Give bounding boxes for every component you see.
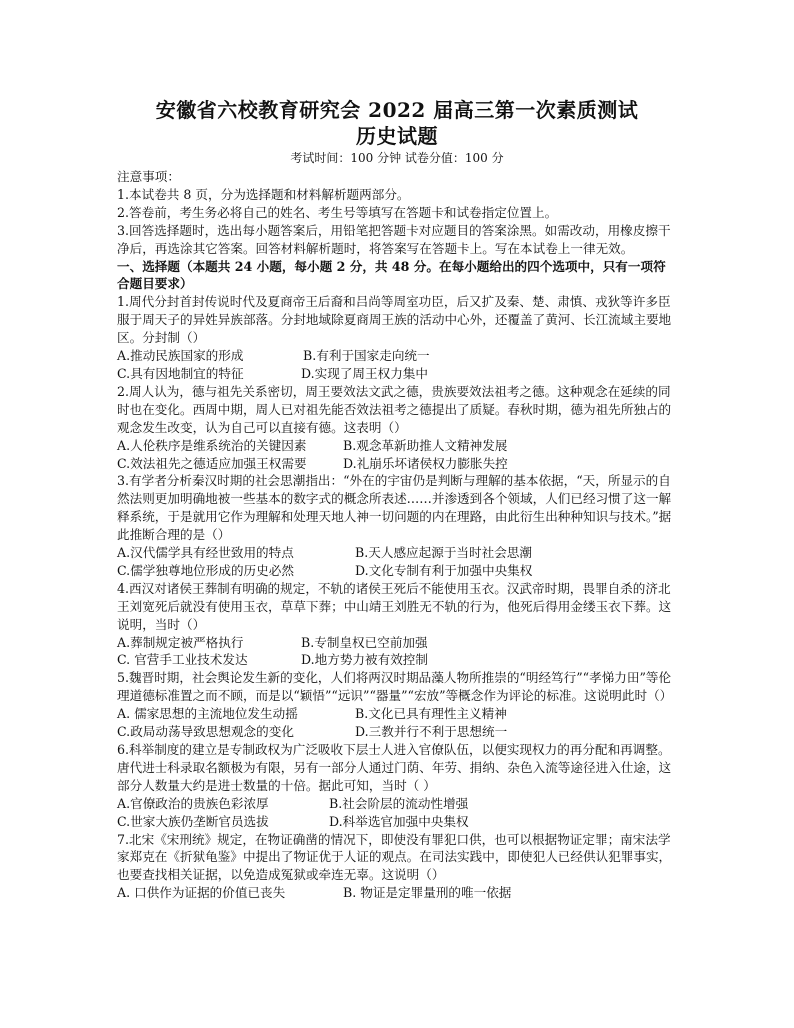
option-a: A.官僚政治的贵族色彩浓厚	[117, 795, 269, 811]
option-row	[117, 634, 677, 652]
exam-subtitle: 历史试题	[356, 124, 438, 148]
option-a: A.汉代儒学具有经世致用的特点	[117, 545, 294, 561]
notice-item: 3.回答选择题时，选出每小题答案后，用铅笔把答题卡对应题目的答案涂黑。如需改动，用橡皮擦干净后，再选涂其它答案。回答材料解析题时，将答案写在答题卡上。写在本试卷上一律无效。	[117, 222, 671, 256]
option-d: D.地方势力被有效控制	[301, 652, 428, 668]
option-row	[117, 544, 677, 562]
option-c: C.政局动荡导致思想观念的变化	[117, 724, 294, 740]
option-b: B.专制皇权已空前加强	[301, 634, 428, 650]
option-row	[117, 813, 677, 831]
section-heading: 一、选择题（本题共 24 小题，每小题 2 分，共 48 分。在每小题给出的四个选项中，只有一项符合题目要求）	[117, 258, 666, 292]
option-c: C.效法祖先之德适应加强王权需要	[117, 455, 307, 471]
option-b: B.有利于国家走向统一	[303, 348, 430, 364]
exam-body	[117, 168, 677, 902]
option-b: B. 物证是定罪量刑的唯一依据	[343, 885, 512, 901]
option-row	[117, 437, 677, 455]
option-a: A. 口供作为证据的价值已丧失	[117, 885, 286, 901]
option-row	[117, 365, 677, 383]
exam-title: 安徽省六校教育研究会 2022 届高三第一次素质测试	[155, 98, 639, 122]
option-b: B.社会阶层的流动性增强	[329, 795, 469, 811]
option-row	[117, 347, 677, 365]
option-c: C.儒学独尊地位形成的历史必然	[117, 562, 294, 578]
option-a: A.推动民族国家的形成	[117, 348, 244, 364]
option-row	[117, 723, 677, 741]
option-a: A. 儒家思想的主流地位发生动摇	[117, 706, 298, 722]
question-stem: 7.北宋《宋刑统》规定，在物证确凿的情况下，即使没有罪犯口供，也可以根据物证定罪；南宋法学家郑克在《折狱龟鉴》中提出了物证优于人证的观点。在司法实践中，即使犯人已经供认犯罪事实，也要查找相关证据，以免造成冤狱或牵连无辜。这说明（）	[117, 831, 672, 883]
option-b: B.天人感应起源于当时社会思潮	[355, 545, 532, 561]
notice-item: 2.答卷前，考生务必将自己的姓名、考生号等填写在答题卡和试卷指定位置上。	[117, 204, 558, 220]
question-stem: 6.科举制度的建立是专制政权为广泛吸收下层士人进入官僚队伍，以便实现权力的再分配和再调整。唐代进士科录取名额极为有限，另有一部分人通过门荫、年劳、捐纳、杂色入流等途径进入仕途，这部分人数量大约是进士数量的十倍。据此可知，当时（ ）	[117, 742, 672, 793]
question-stem: 3.有学者分析秦汉时期的社会思潮指出：“外在的宇宙仍是判断与理解的基本依据，“天，所显示的自然法则更加明确地被一些基本的数字式的概念所表述……并渗透到各个领域，人们已经习惯了这一解释系统，于是就用它作为理解和处理天地人神一切问题的内在理路，由此衍生出种种知识与技术。”据此推断合理的是（）	[117, 473, 672, 543]
option-row	[117, 884, 677, 902]
question-stem: 5.魏晋时期，社会舆论发生新的变化，人们将两汉时期品藻人物所推崇的“明经笃行”“孝悌力田”等伦理道德标准置之而不顾，而是以“颖悟”“远识”“器量”“宏放”等概念作为评论的标准。这说明此时（）	[117, 670, 673, 704]
option-d: D.文化专制有利于加强中央集权	[355, 562, 533, 578]
notice-heading: 注意事项：	[117, 169, 180, 184]
notice-item: 1.本试卷共 8 页，分为选择题和材料解析题两部分。	[117, 186, 410, 202]
option-row	[117, 795, 677, 813]
question-stem: 4.西汉对诸侯王葬制有明确的规定，不轨的诸侯王死后不能使用玉衣。汉武帝时期，畏罪自杀的济北王刘宽死后就没有使用玉衣，草草下葬；中山靖王刘胜无不轨的行为，他死后得用金缕玉衣下葬。这说明，当时（）	[117, 580, 672, 632]
option-c: C. 官营手工业技术发达	[117, 652, 248, 668]
question-stem: 2.周人认为，德与祖先关系密切，周王要效法文武之德，贵族要效法祖考之德。这种观念在延续的同时也在变化。西周中期，周人已对祖先能否效法祖考之德提出了质疑。春秋时期，德为祖先所独占的观念发生改变，认为自己可以直接有德。这表明（）	[117, 383, 672, 435]
option-row	[117, 705, 677, 723]
option-c: C.世家大族仍垄断官员选拔	[117, 813, 269, 829]
option-d: D.礼崩乐坏诸侯权力膨胀失控	[343, 455, 508, 471]
option-b: B.文化已具有理性主义精神	[355, 706, 507, 722]
option-row	[117, 651, 677, 669]
option-d: D.实现了周王权力集中	[301, 365, 428, 381]
option-c: C.具有因地制宜的特征	[117, 365, 244, 381]
question-stem: 1.周代分封首封传说时代及夏商帝王后裔和吕尚等周室功臣，后又扩及秦、楚、肃慎、戎狄等许多臣服于周天子的异姓异族部落。分封地域除夏商周王族的活动中心外，还覆盖了黄河、长江流域主要地区。分封制（）	[117, 294, 672, 346]
option-d: D.三教并行不利于思想统一	[355, 724, 508, 740]
option-a: A.葬制规定被严格执行	[117, 634, 244, 650]
option-row	[117, 562, 677, 580]
option-row	[117, 455, 677, 473]
option-a: A.人伦秩序是维系统治的关键因素	[117, 437, 307, 453]
option-d: D.科举选官加强中央集权	[329, 813, 469, 829]
option-b: B.观念革新助推人文精神发展	[343, 437, 508, 453]
exam-info: 考试时间：100 分钟 试卷分值：100 分	[290, 151, 504, 165]
